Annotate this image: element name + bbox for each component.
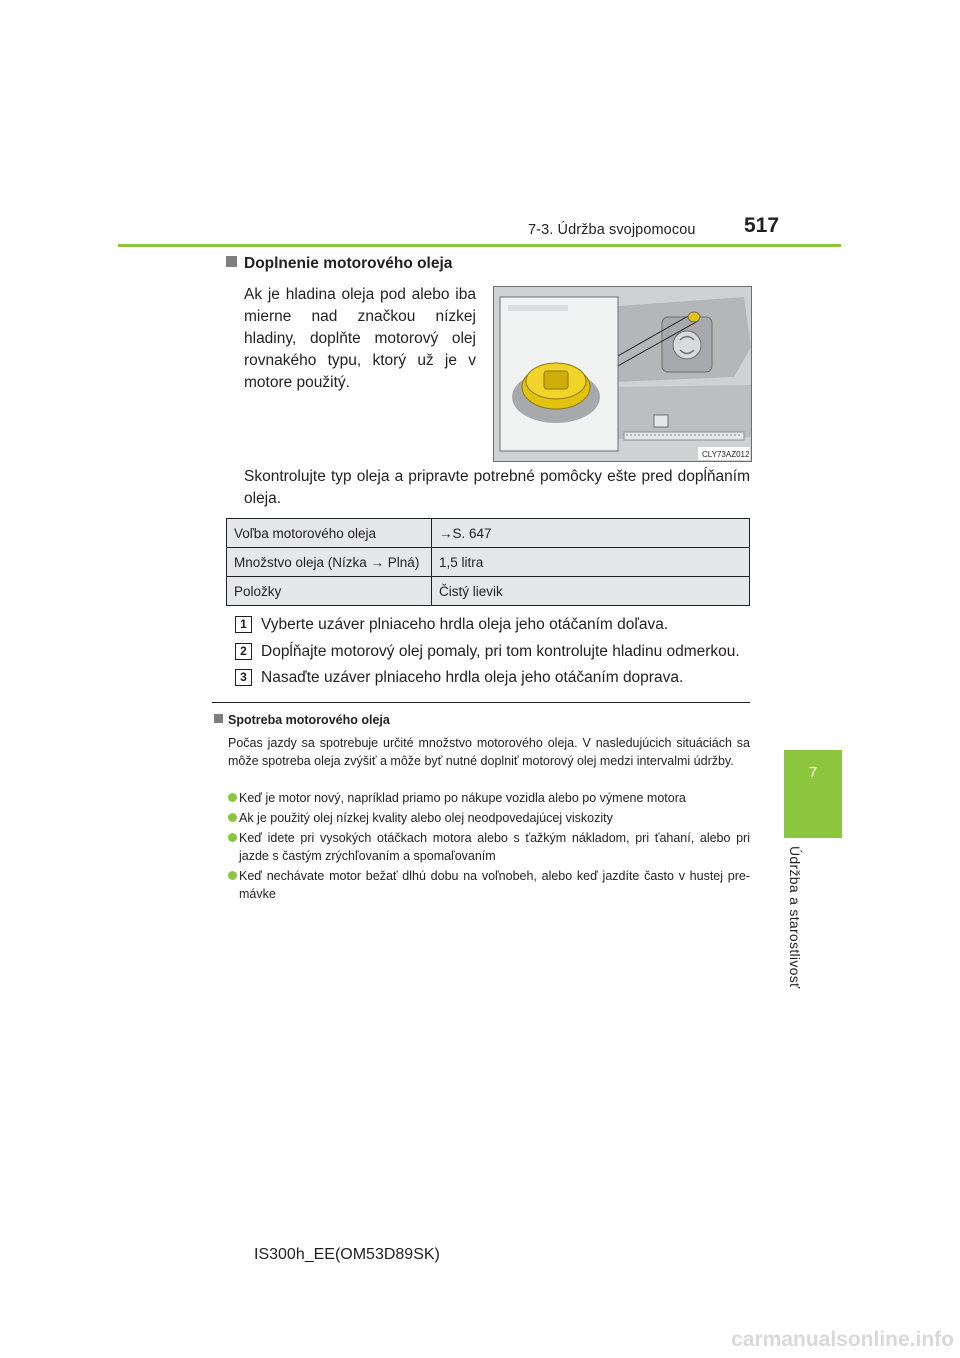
step-1 — [235, 616, 668, 634]
step-text: Vyberte uzáver plniaceho hrdla oleja jeho otáčaním doľava. — [261, 616, 669, 633]
table-cell-label: Množstvo oleja (Nízka → Plná) — [227, 548, 432, 577]
engine-illustration — [493, 286, 752, 462]
step-number: 3 — [235, 669, 252, 686]
list-item — [228, 867, 750, 903]
note-paragraph: Počas jazdy sa spotrebuje určité množstvo motorového oleja. V nasledujúcich situáciách sa môže spotreba oleja zvýšiť a môže byť nutné doplniť motorový olej medzi intervalmi údržby. — [228, 736, 750, 768]
chapter-title: Údržba a starostlivosť — [787, 846, 803, 989]
oil-info-table — [226, 518, 750, 606]
table-cell-value: 1,5 litra — [432, 548, 750, 577]
list-item-text: Keď je motor nový, napríklad priamo po nákupe vozidla alebo po výmene motora — [239, 791, 686, 805]
table-row — [227, 519, 750, 548]
section-heading-text: Doplnenie motorového oleja — [244, 255, 453, 272]
list-item-text: Keď nechávate motor bežať dlhú dobu na voľnobeh, alebo keď jazdíte často v hustej pre-mávke — [239, 869, 750, 901]
section-title: 7-3. Údržba svojpomocou — [528, 222, 696, 238]
chapter-number: 7 — [808, 764, 818, 781]
bullet-dot-icon — [228, 813, 237, 822]
note-heading-text: Spotreba motorového oleja — [228, 713, 390, 727]
step-number: 1 — [235, 616, 252, 633]
table-cell-value: →S. 647 — [432, 519, 750, 548]
step-2 — [235, 643, 740, 661]
bullet-dot-icon — [228, 833, 237, 842]
header-rule — [118, 244, 841, 247]
model-code: IS300h_EE(OM53D89SK) — [254, 1246, 440, 1263]
bullet-dot-icon — [228, 871, 237, 880]
step-text: Dopĺňajte motorový olej pomaly, pri tom kontrolujte hladinu odmerkou. — [261, 643, 740, 660]
step-text: Nasaďte uzáver plniaceho hrdla oleja jeho otáčaním doprava. — [261, 669, 684, 686]
figure-code: CLY73AZ012 — [702, 450, 750, 459]
intro-paragraph: Ak je hladina oleja pod alebo iba mierne nad značkou nízkej hladiny, doplňte motorový olej rovnakého typu, ktorý už je v motore použitý. — [244, 286, 476, 391]
table-row — [227, 577, 750, 606]
table-cell-label: Voľba motorového oleja — [227, 519, 432, 548]
section-heading — [226, 255, 452, 273]
list-item-text: Keď idete pri vysokých otáčkach motora alebo s ťažkým nákladom, pri ťahaní, alebo pri jazde s častým zrýchľovaním a spomaľovaním — [239, 831, 750, 863]
list-item — [228, 829, 750, 865]
check-paragraph: Skontrolujte typ oleja a pripravte potrebné pomôcky ešte pred dopĺňaním oleja. — [244, 468, 750, 507]
list-item — [228, 789, 750, 807]
step-number: 2 — [235, 643, 252, 660]
table-row — [227, 548, 750, 577]
page-number: 517 — [744, 214, 780, 237]
square-bullet-icon — [214, 714, 223, 723]
square-bullet-icon — [226, 256, 237, 267]
list-item-text: Ak je použitý olej nízkej kvality alebo olej neodpovedajúcej viskozity — [239, 811, 613, 825]
divider — [212, 702, 750, 703]
step-3 — [235, 669, 683, 687]
table-cell-label: Položky — [227, 577, 432, 606]
engine-oil-cap-drawing — [494, 287, 751, 461]
watermark: carmanualsonline.info — [731, 1328, 954, 1351]
list-item — [228, 809, 750, 827]
table-cell-value: Čistý lievik — [432, 577, 750, 606]
note-heading — [214, 713, 390, 727]
bullet-dot-icon — [228, 793, 237, 802]
